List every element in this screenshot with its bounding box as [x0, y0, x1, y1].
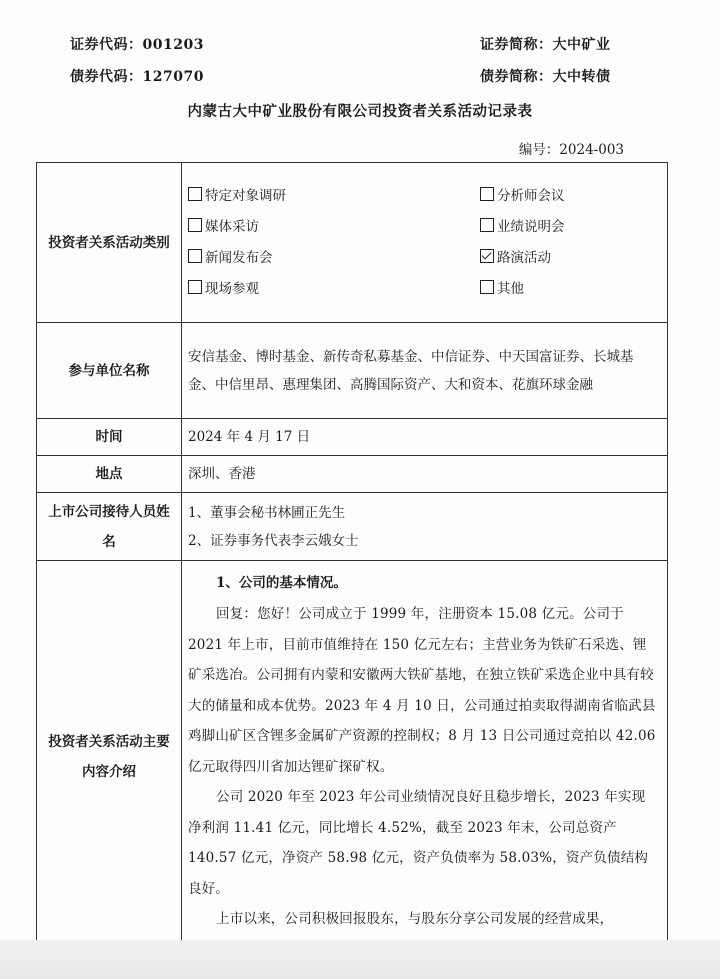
activity-option: [480, 182, 659, 211]
activity-option: [480, 275, 659, 304]
activity-option: [480, 213, 659, 242]
activity-option-label: 其他: [497, 280, 524, 297]
document-title: 内蒙古大中矿业股份有限公司投资者关系活动记录表: [187, 103, 533, 120]
row-participants: [37, 323, 668, 419]
serial-number: 编号：2024-003: [518, 142, 624, 158]
checkbox-icon: [480, 187, 494, 201]
activity-type-options: [182, 163, 668, 323]
paragraph: 回复：您好！公司成立于 1999 年，注册资本 15.08 亿元。公司于 2021 年上市，目前市值维持在 150 亿元左右；主营业务为铁矿石采选、锂矿采选冶。公司拥有内蒙和安徽两大铁矿基地，在独立铁矿采选企业中具有较大的储量和成本优势。2023 年 4 月 10 日，公司通过拍卖取得湖南省临武县鸡脚山矿区含锂多金属矿产资源的控制权；8 月 13 日公司通过竞拍以 42.06 亿元取得四川省加达锂矿探矿权。: [188, 606, 656, 775]
activity-option: [188, 213, 480, 242]
record-table: [36, 162, 668, 953]
content-label: 投资者关系活动主要内容介绍: [37, 561, 182, 953]
option-grid: [188, 182, 659, 304]
checkbox-icon: [188, 280, 202, 294]
row-time: [37, 419, 668, 456]
checkbox-icon: [480, 218, 494, 232]
row-location: [37, 456, 668, 493]
receptionists-label: 上市公司接待人员姓名: [37, 493, 182, 561]
activity-option: [188, 275, 480, 304]
participants-label: 参与单位名称: [37, 323, 182, 419]
bond-code: [70, 66, 204, 86]
time-label: 时间: [37, 419, 182, 456]
stock-code-label: 证券代码：: [70, 37, 143, 53]
time-value: 2024 年 4 月 17 日: [182, 419, 668, 456]
stock-short-label: 证券简称：: [480, 37, 553, 53]
stock-short-name: [480, 34, 611, 54]
receptionist-item: 1、董事会秘书林圃正先生: [188, 504, 346, 521]
activity-type-label: 投资者关系活动类别: [37, 163, 182, 323]
location-value: 深圳、香港: [182, 456, 668, 493]
activity-option: [188, 182, 480, 211]
content-body: [182, 561, 668, 953]
activity-option-label: 业绩说明会: [497, 218, 565, 235]
checked-box-icon: [480, 249, 494, 263]
bond-short-name: [480, 66, 611, 86]
activity-option-label: 新闻发布会: [205, 249, 273, 266]
section-title: 1、公司的基本情况。: [216, 575, 347, 591]
paragraph: 上市以来，公司积极回报股东，与股东分享公司发展的经营成果，: [216, 911, 614, 927]
stock-code: [70, 34, 204, 54]
paragraph: 公司 2020 年至 2023 年公司业绩情况良好且稳步增长，2023 年实现净利润 11.41 亿元，同比增长 4.52%，截至 2023 年末，公司总资产 140.57 亿元，净资产 58.98 亿元，资产负债率为 58.03%，资产负债结构良好。: [188, 789, 649, 897]
activity-option-label: 路演活动: [497, 249, 551, 266]
activity-option-label: 特定对象调研: [205, 187, 286, 204]
stock-code-value: 001203: [142, 37, 204, 53]
activity-option: [480, 244, 659, 273]
row-activity-type: [37, 163, 668, 323]
row-receptionists: [37, 493, 668, 561]
checkbox-icon: [188, 249, 202, 263]
activity-option: [188, 244, 480, 273]
activity-option-label: 现场参观: [205, 280, 259, 297]
participants-value: 安信基金、博时基金、新传奇私募基金、中信证券、中天国富证券、长城基金、中信里昂、惠理集团、高腾国际资产、大和资本、花旗环球金融: [182, 323, 668, 419]
bond-short-label: 债券简称：: [480, 69, 553, 85]
bond-code-value: 127070: [142, 69, 204, 85]
checkbox-icon: [188, 187, 202, 201]
stock-short-value: 大中矿业: [552, 37, 611, 53]
bond-short-value: 大中转债: [552, 69, 611, 85]
bond-code-label: 债券代码：: [70, 69, 143, 85]
bottom-edge: [0, 940, 720, 979]
receptionists-list: [182, 493, 668, 561]
location-label: 地点: [37, 456, 182, 493]
checkbox-icon: [480, 280, 494, 294]
activity-option-label: 分析师会议: [497, 187, 565, 204]
row-content: [37, 561, 668, 953]
receptionist-item: 2、证券事务代表李云娥女士: [188, 532, 359, 549]
activity-option-label: 媒体采访: [205, 218, 259, 235]
checkbox-icon: [188, 218, 202, 232]
